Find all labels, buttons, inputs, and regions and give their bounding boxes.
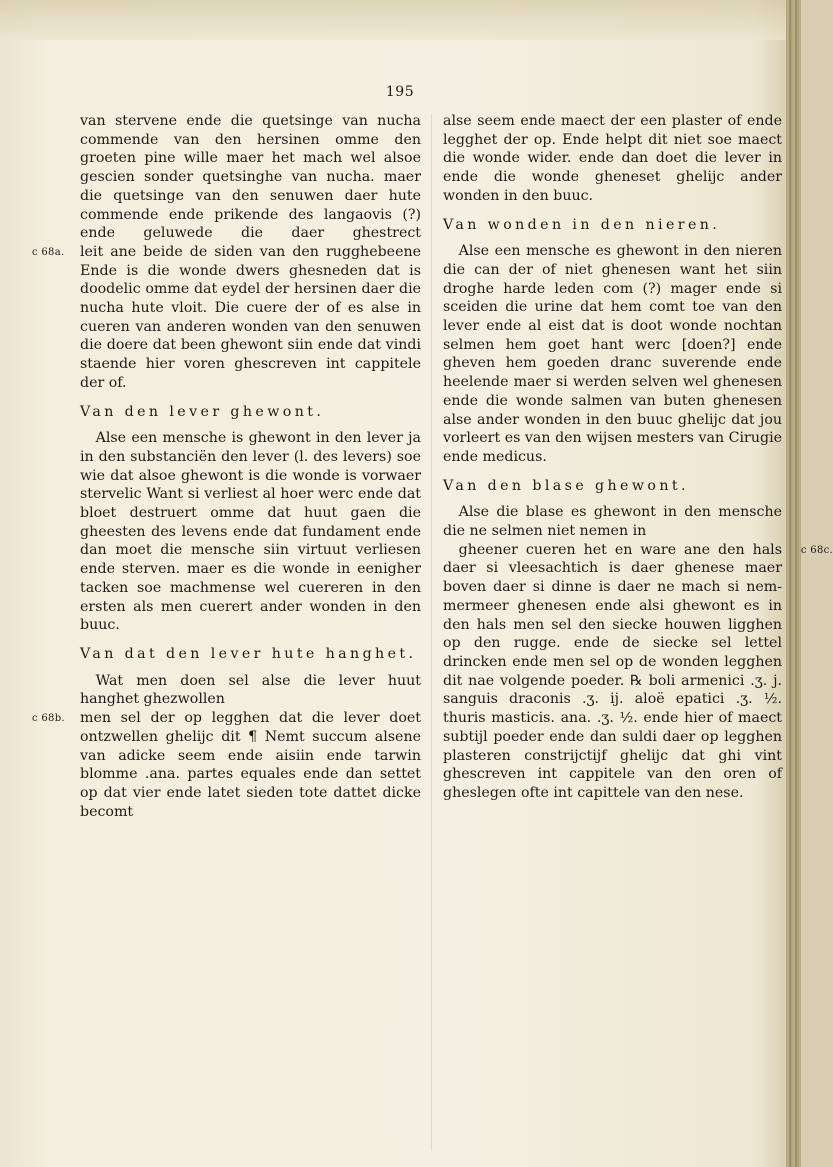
- page-top-shadow: [0, 0, 786, 40]
- left-paragraph-5: [32, 709, 421, 821]
- left-paragraph-2-text: leit ane beide de siden van den rugghebeene Ende is die wonde dwers ghesneden dat is doodelic omme dat eydel der hersinen daer die nucha hute vloit. Die cuere der of es alse in cueren van anderen wonden van den senuwen die doere dat been ghewont siin ende dat vindi staende hier voren ghescreven int cappitele der of.: [80, 243, 421, 391]
- book-page-edge: [786, 0, 801, 1167]
- left-column: [32, 112, 421, 821]
- left-paragraph-4: Wat men doen sel alse die lever huut hanghet ghezwollen: [80, 672, 421, 708]
- left-paragraph-2: [32, 243, 421, 393]
- right-paragraph-4-text: gheener cueren het en ware ane den hals daer si vleesachtich is daer ghenese maer boven daer si dinne is daer ne mach si nemmermeer ghenesen ende alsi ghewont es in den hals men sel den siecke houwen ligghen op den rugge. ende de siecke sel lettel drincken ende men sel op de wonden legghen dit nae volgende poeder. ℞ boli armenici .ʒ. j. sanguis draconis .ʒ. ij. aloë epatici .ʒ. ½. thuris masticis. ana. .ʒ. ½. ende hier of maect subtijl poeder ende dan suldi daer op legghen plasteren constrijctijf ghelijc dat ghi vint ghescreven int cappitele van den oren of gheslegen ofte int capittele van den nese.: [443, 541, 782, 801]
- column-gutter: [431, 114, 432, 1151]
- heading-lever-ghewont: Van den lever ghewont.: [80, 403, 325, 420]
- right-paragraph-4: [443, 541, 833, 803]
- left-paragraph-3: Alse een mensche is ghewont in den lever ja in den substanciën den lever (l. des levers) soe wie dat alsoe ghewont is die wonde is vorwaer stervelic Want si verliest al hoer werc ende dat bloet destruert omme dat huut gaen die gheesten des levens ende dat fundament ende dan moet die mensche siin virtuut verliesen ende sterven. maer es die wonde in eenigher tacken soe machmense wel cuereren in den ersten als men cuerert ander wonden in den buuc.: [80, 430, 421, 634]
- right-paragraph-2: Alse een mensche es ghewont in den nieren die can der of niet ghenesen want het siin droghe harde leden com (?) mager ende si sceiden die urine dat hem comt toe van den lever ende al eist dat is doot wonde nochtan selmen hem goet hant werc [doen?] ende gheven hem goeden dranc suverende ende heelende maer si werden selven wel ghenesen ende die wonde salmen van buten ghenesen alse ander wonden in den buuc ghelijc dat jou vorleert es van den wijsen mesters van Cirugie ende medicus.: [443, 243, 782, 465]
- left-paragraph-1: van stervene ende die quetsinge van nucha commende van den hersinen omme den groeten pine wille maer het mach wel alsoe gescien sonder quetsinghe van nucha. maer die quetsinge van den senuwen daer hute commende ende prikende des langaovis (?) ende geluwede die daer ghestrect: [80, 113, 421, 242]
- margin-note-c68a: c 68a.: [32, 246, 65, 258]
- right-paragraph-3: Alse die blase es ghewont in den mensche die ne selmen niet nemen in: [443, 504, 782, 540]
- left-paragraph-5-text: men sel der op legghen dat die lever doet ontzwellen ghelijc dit ¶ Nemt succum alsene van adicke seem ende aisiin ende tarwin blomme .ana. partes equales ende dan settet op dat vier ende latet sieden tote dattet dicke becomt: [80, 710, 421, 820]
- heading-blase-ghewont: Van den blase ghewont.: [443, 477, 689, 494]
- margin-note-c68b: c 68b.: [32, 713, 65, 725]
- heading-lever-hute-hanghet: Van dat den lever hute hanghet.: [80, 645, 417, 662]
- margin-note-c68c: c 68c.: [800, 544, 833, 556]
- right-column: [443, 112, 833, 803]
- page-number: 195: [385, 84, 415, 100]
- right-paragraph-1: alse seem ende maect der een plaster of ende legghet der op. Ende helpt dit niet soe maect die wonde wider. ende dan doet die lever in ende die wonde gheneset ghelijc ander wonden in den buuc.: [443, 113, 782, 204]
- heading-wonden-nieren: Van wonden in den nieren.: [443, 216, 721, 233]
